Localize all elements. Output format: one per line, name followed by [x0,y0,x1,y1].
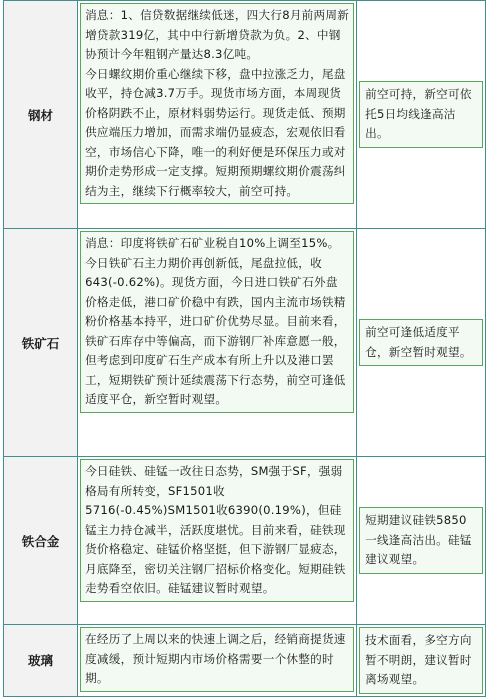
commodity-table [3,0,486,697]
advice-cell [357,625,486,697]
analysis-cell [78,625,357,697]
analysis-paragraph: 今日硅铁、硅锰一改往日态势，SM强于SF，强弱格局有所转变，SF1501收5716(-0.45%)SM1501收6390(0.19%)，但硅锰主力持仓减半，活跃度堪忧。目前来看，硅铁现货价格稳定、硅锰价格坚挺，但下游钢厂显疲态，月底降至，密切关注钢厂招标价格变化。短期硅铁走势看空依旧。硅锰建议暂时观望。 [85,464,346,595]
analysis-box [80,231,354,413]
table-row [4,1,486,229]
analysis-box [80,459,354,602]
analysis-paragraph: 今日铁矿石主力期价再创新低，尾盘拉低，收643(-0.62%)。现货方面，今日进口铁矿石外盘价格走低，港口矿价稳中有跌，国内主流市场铁精粉价格基本持平，进口矿价优势尽显。目前来看，铁矿石库存中等偏高，而下游钢厂补库意愿一般，但考虑到印度矿石生产成本有所上升以及港口罢工，短期铁矿预计延续震荡下行态势，前空可逢低适度平仓，新空暂时观望。 [85,255,346,406]
advice-text: 技术面看，多空方向暂不明朗，建议暂时离场观望。 [359,627,483,694]
table-row [4,229,486,457]
analysis-box [80,627,354,692]
analysis-paragraph: 在经历了上周以来的快速上调之后，经销商提货速度减缓，预计短期内市场价格需要一个休整的时期。 [85,632,346,685]
advice-cell [357,457,486,625]
category-cell: 铁合金 [4,457,78,625]
category-cell: 玻璃 [4,625,78,697]
advice-cell [357,229,486,457]
analysis-cell [78,229,357,457]
analysis-paragraph: 今日螺纹期价重心继续下移，盘中拉涨乏力，尾盘收平，持仓减3.7万手。现货市场方面，本周现货价格阴跌不止，原材料弱势运行。现货走低、预期供应端压力增加，而需求端仍显疲态，宏观依旧看空，市场信心下降，唯一的利好便是环保压力或对期价走势形成一定支撑。短期预期螺纹期价震荡纠结为主，继续下行概率较大，前空可持。 [85,66,346,198]
category-cell: 铁矿石 [4,229,78,457]
table-row [4,457,486,625]
advice-cell [357,1,486,229]
news-paragraph: 消息：印度将铁矿石矿业税自10%上调至15%。 [85,236,340,250]
news-paragraph: 消息：1、信贷数据继续低迷，四大行8月前两周新增贷款319亿，其中中行新增贷款为负。2、中钢协预计今年粗钢产量达8.3亿吨。 [85,8,350,61]
category-cell: 钢材 [4,1,78,229]
advice-text: 短期建议硅铁5850一线逢高沽出。硅锰建议观望。 [359,507,483,574]
advice-text: 前空可逢低适度平仓，新空暂时观望。 [359,319,483,366]
advice-text: 前空可持，新空可依托5日均线逢高沽出。 [359,81,483,148]
analysis-cell [78,1,357,229]
analysis-box [80,3,354,204]
analysis-cell [78,457,357,625]
table-row [4,625,486,697]
